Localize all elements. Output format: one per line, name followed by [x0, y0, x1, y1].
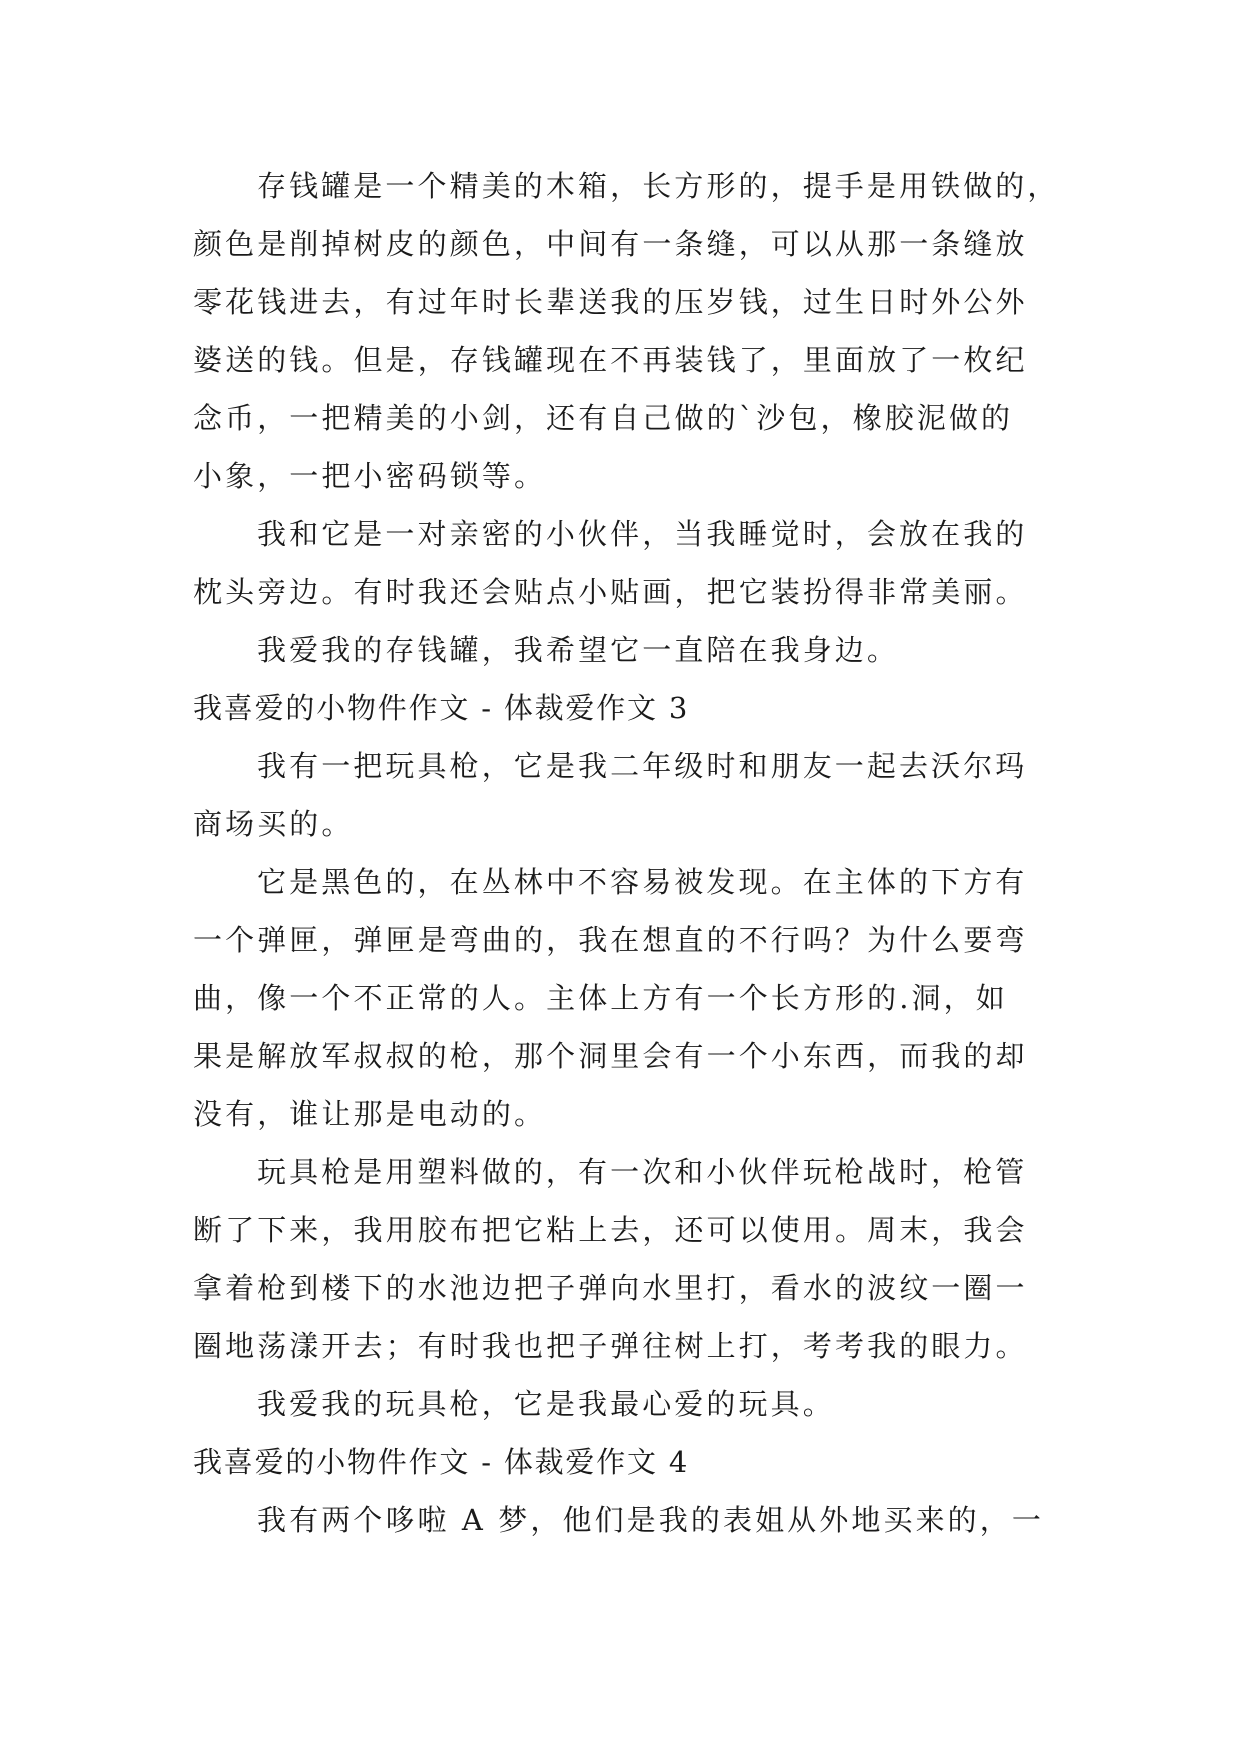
paragraph-line: 婆送的钱。但是，存钱罐现在不再装钱了，里面放了一枚纪: [193, 343, 1028, 377]
paragraph-line: 玩具枪是用塑料做的，有一次和小伙伴玩枪战时，枪管: [257, 1155, 1028, 1189]
paragraph-line: 曲，像一个不正常的人。主体上方有一个长方形的.洞，如: [193, 981, 1008, 1015]
section-heading: 我喜爱的小物件作文 - 体裁爱作文 3: [193, 691, 690, 725]
paragraph-line: 断了下来，我用胶布把它粘上去，还可以使用。周末，我会: [193, 1213, 1028, 1247]
paragraph-line: 果是解放军叔叔的枪，那个洞里会有一个小东西，而我的却: [193, 1039, 1028, 1073]
paragraph-line: 我有一把玩具枪，它是我二年级时和朋友一起去沃尔玛: [257, 749, 1028, 783]
paragraph-line: 枕头旁边。有时我还会贴点小贴画，把它装扮得非常美丽。: [193, 575, 1028, 609]
paragraph-line: 零花钱进去，有过年时长辈送我的压岁钱，过生日时外公外: [193, 285, 1028, 319]
section-heading: 我喜爱的小物件作文 - 体裁爱作文 4: [193, 1445, 690, 1479]
paragraph-line: 颜色是削掉树皮的颜色，中间有一条缝，可以从那一条缝放: [193, 227, 1028, 261]
paragraph-line: 它是黑色的，在丛林中不容易被发现。在主体的下方有: [257, 865, 1028, 899]
paragraph-line: 我爱我的存钱罐，我希望它一直陪在我身边。: [257, 633, 900, 667]
paragraph-line: 圈地荡漾开去；有时我也把子弹往树上打，考考我的眼力。: [193, 1329, 1028, 1363]
paragraph-line: 拿着枪到楼下的水池边把子弹向水里打，看水的波纹一圈一: [193, 1271, 1028, 1305]
paragraph-line: 我爱我的玩具枪，它是我最心爱的玩具。: [257, 1387, 835, 1421]
paragraph-line: 存钱罐是一个精美的木箱，长方形的，提手是用铁做的，: [257, 169, 1060, 203]
paragraph-line: 小象，一把小密码锁等。: [193, 459, 547, 493]
paragraph-line: 念币，一把精美的小剑，还有自己做的`沙包，橡胶泥做的: [193, 401, 1014, 435]
paragraph-line: 我和它是一对亲密的小伙伴，当我睡觉时，会放在我的: [257, 517, 1028, 551]
paragraph-line: 一个弹匣，弹匣是弯曲的，我在想直的不行吗？为什么要弯: [193, 923, 1028, 957]
paragraph-line: 商场买的。: [193, 807, 354, 841]
paragraph-line: 没有，谁让那是电动的。: [193, 1097, 547, 1131]
paragraph-line: 我有两个哆啦 A 梦，他们是我的表姐从外地买来的，一: [257, 1503, 1044, 1537]
